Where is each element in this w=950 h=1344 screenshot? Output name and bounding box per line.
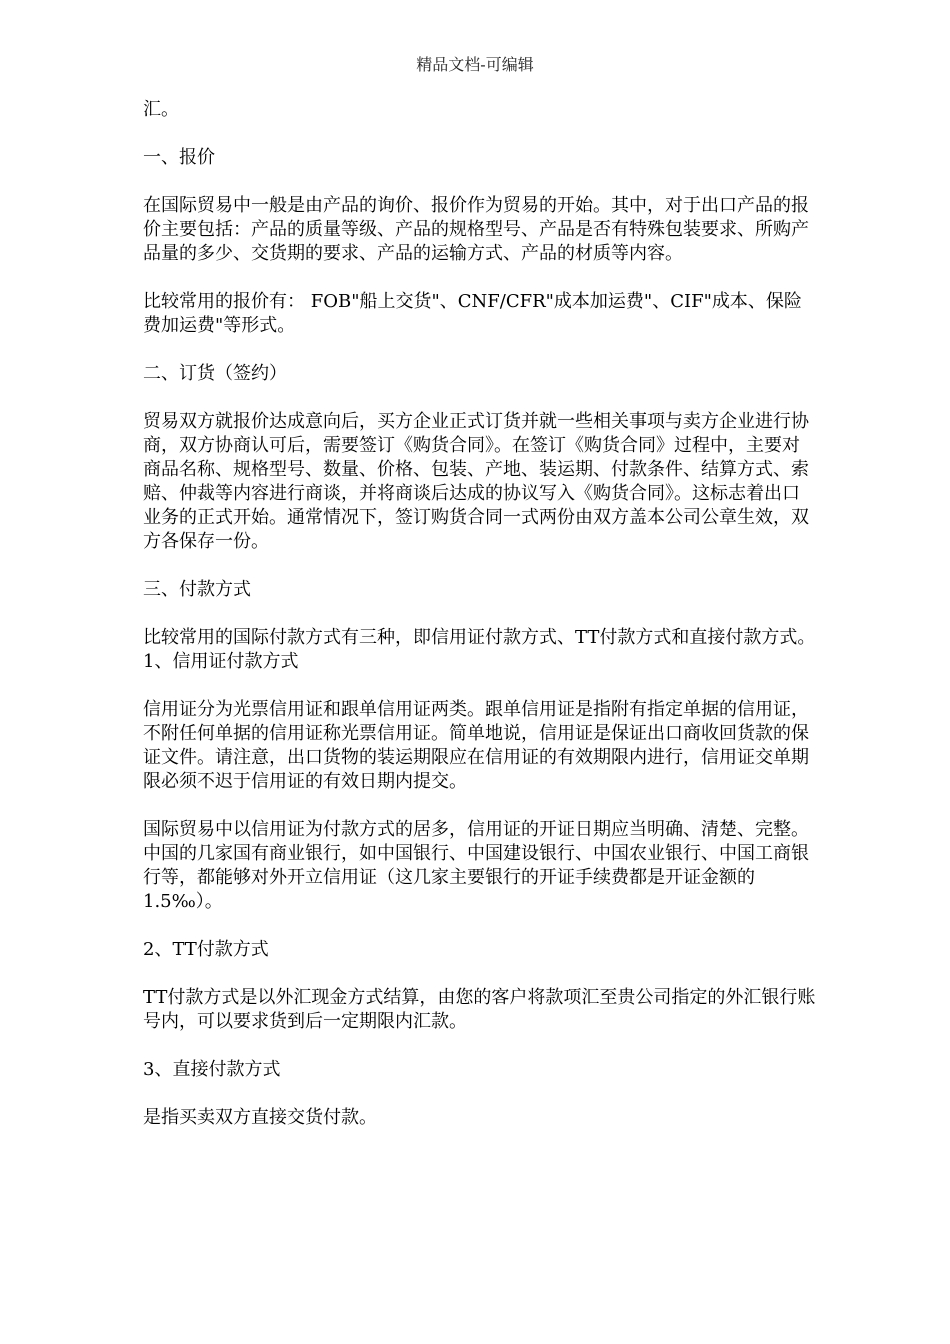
section-heading-quotation: 一、报价	[143, 147, 215, 168]
paragraph-quotation-forms: 比较常用的报价有： FOB"船上交货"、CNF/CFR"成本加运费"、CIF"成本、保险费加运费"等形式。	[143, 291, 802, 336]
subheading-direct-payment: 3、直接付款方式	[143, 1059, 281, 1080]
page-header: 精品文档-可编辑	[416, 55, 534, 74]
paragraph-ordering-content: 贸易双方就报价达成意向后，买方企业正式订货并就一些相关事项与卖方企业进行协商，双方协商认可后，需要签订《购货合同》。在签订《购货合同》过程中，主要对商品名称、规格型号、数量、价格、包装、产地、装运期、付款条件、结算方式、索赔、仲裁等内容进行商谈，并将商谈后达成的协议写入《购货合同》。这标志着出口业务的正式开始。通常情况下，签订购货合同一式两份由双方盖本公司公章生效，双方各保存一份。	[143, 411, 809, 552]
paragraph-letter-of-credit-banks: 国际贸易中以信用证为付款方式的居多，信用证的开证日期应当明确、清楚、完整。中国的几家国有商业银行，如中国银行、中国建设银行、中国农业银行、中国工商银行等，都能够对外开立信用证（这几家主要银行的开证手续费都是开证金额的1.5‰）。	[143, 819, 809, 912]
section-heading-ordering: 二、订货（签约）	[143, 363, 287, 384]
paragraph-tt-payment: TT付款方式是以外汇现金方式结算，由您的客户将款项汇至贵公司指定的外汇银行账号内，可以要求货到后一定期限内汇款。	[143, 987, 816, 1032]
document-body	[143, 98, 817, 1154]
paragraph-letter-of-credit: 信用证分为光票信用证和跟单信用证两类。跟单信用证是指附有指定单据的信用证，不附任何单据的信用证称光票信用证。简单地说，信用证是保证出口商收回货款的保证文件。请注意，出口货物的装运期限应在信用证的有效期限内进行，信用证交单期限必须不迟于信用证的有效日期内提交。	[143, 699, 809, 792]
section-heading-payment: 三、付款方式	[143, 579, 251, 600]
paragraph-direct-payment: 是指买卖双方直接交货付款。	[143, 1107, 377, 1128]
subheading-tt-payment: 2、TT付款方式	[143, 939, 269, 960]
paragraph-quotation-content: 在国际贸易中一般是由产品的询价、报价作为贸易的开始。其中，对于出口产品的报价主要包括：产品的质量等级、产品的规格型号、产品是否有特殊包装要求、所购产品量的多少、交货期的要求、产品的运输方式、产品的材质等内容。	[143, 195, 809, 264]
paragraph-payment-methods: 比较常用的国际付款方式有三种，即信用证付款方式、TT付款方式和直接付款方式。1、信用证付款方式	[143, 627, 816, 672]
paragraph-continuation: 汇。	[143, 99, 179, 120]
